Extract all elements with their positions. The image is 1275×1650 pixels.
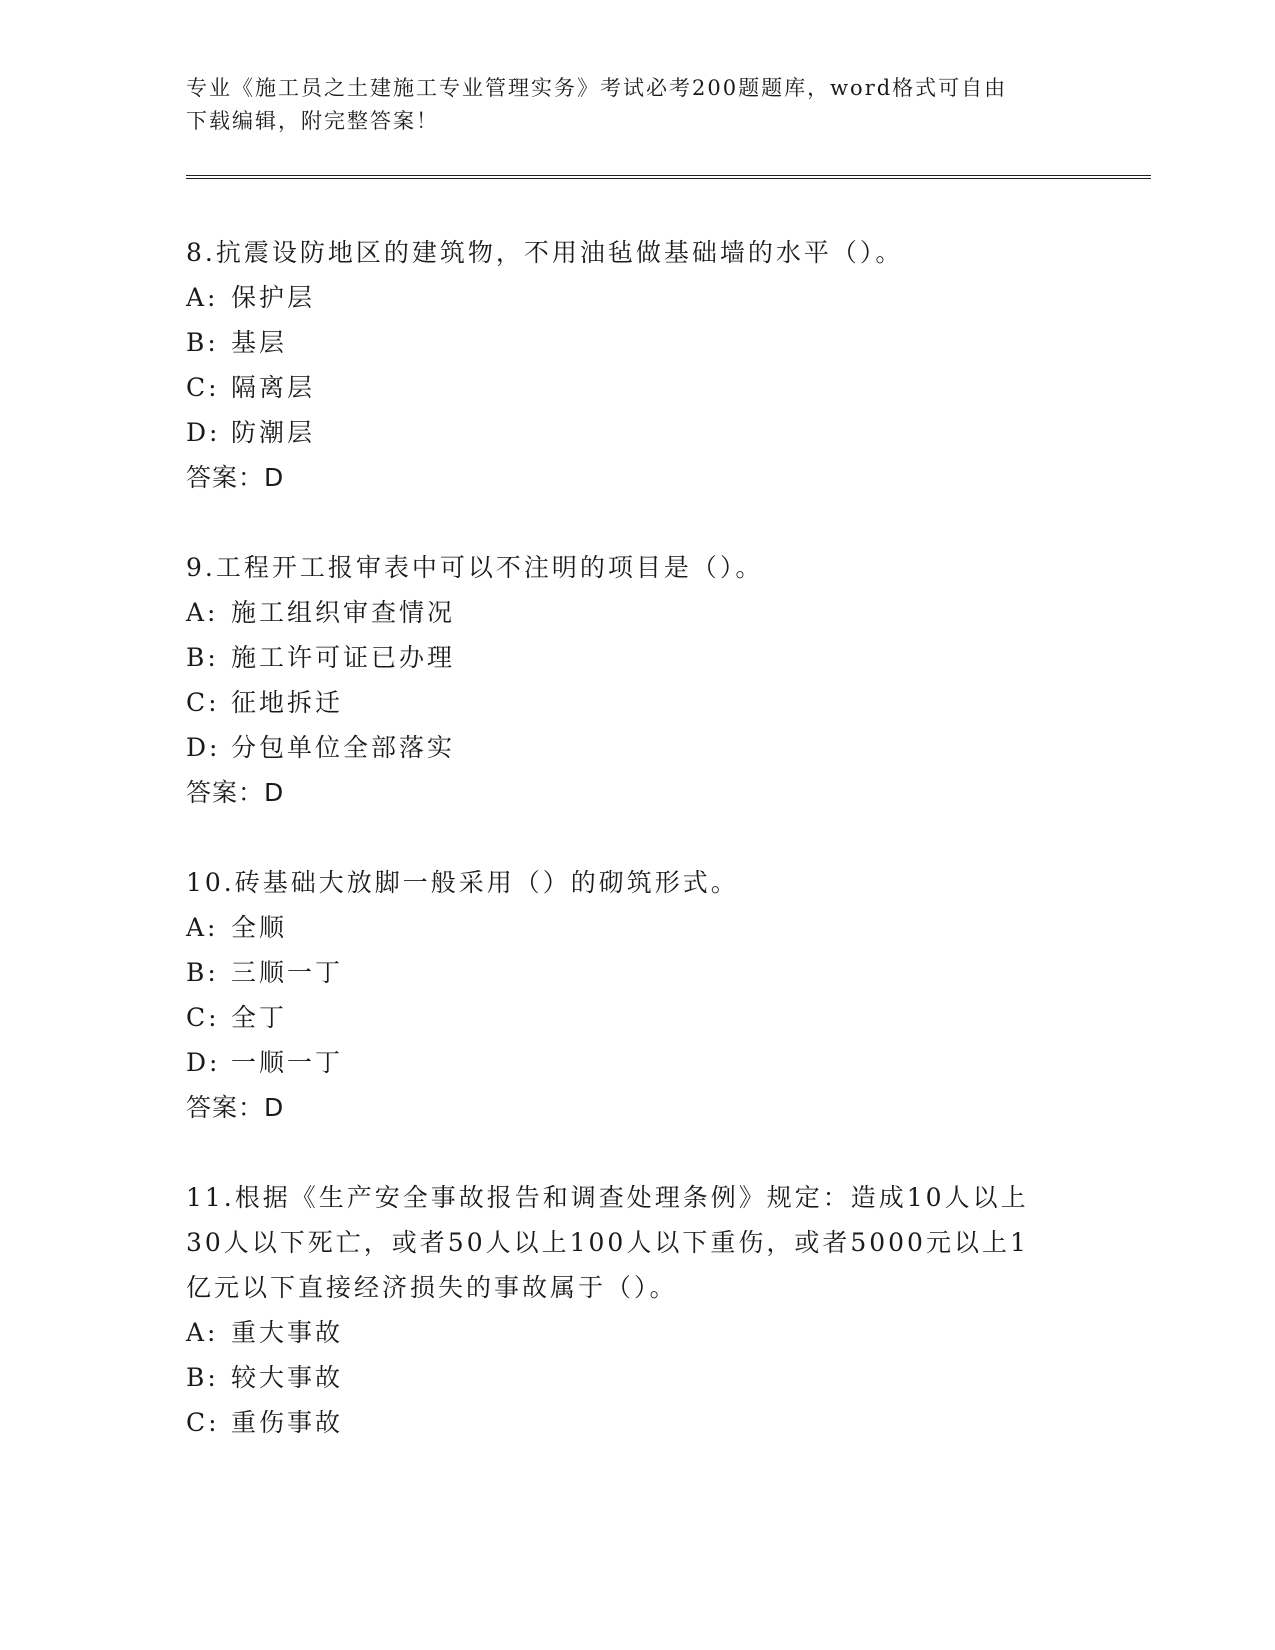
option-text: 一顺一丁 bbox=[231, 1048, 344, 1077]
header-line-1: 专业《施工员之土建施工专业管理实务》考试必考200题题库，word格式可自由 bbox=[186, 76, 1008, 100]
option-text: 重大事故 bbox=[231, 1318, 344, 1347]
option-b bbox=[186, 635, 1066, 680]
option-b bbox=[186, 950, 1066, 995]
option-a bbox=[186, 1310, 1066, 1355]
option-letter: B: bbox=[186, 328, 219, 357]
question-stem-line: 亿元以下直接经济损失的事故属于（）。 bbox=[186, 1273, 678, 1302]
option-c bbox=[186, 365, 1066, 410]
header-line-2: 下载编辑，附完整答案！ bbox=[186, 109, 439, 133]
question-stem: 9.工程开工报审表中可以不注明的项目是（）。 bbox=[186, 553, 764, 582]
option-letter: A: bbox=[186, 1318, 219, 1347]
option-text: 分包单位全部落实 bbox=[231, 733, 456, 762]
option-letter: B: bbox=[186, 1363, 219, 1392]
question-stem: 8.抗震设防地区的建筑物，不用油毡做基础墙的水平（）。 bbox=[186, 238, 904, 267]
option-text: 施工许可证已办理 bbox=[231, 643, 456, 672]
option-letter: A: bbox=[186, 283, 219, 312]
header-divider bbox=[186, 175, 1151, 179]
option-text: 隔离层 bbox=[231, 373, 316, 402]
question-11 bbox=[186, 1175, 1066, 1445]
option-letter: C: bbox=[186, 1408, 220, 1437]
option-letter: D: bbox=[186, 733, 221, 762]
option-letter: B: bbox=[186, 958, 219, 987]
option-a bbox=[186, 905, 1066, 950]
option-text: 全丁 bbox=[231, 1003, 288, 1032]
option-letter: A: bbox=[186, 913, 219, 942]
option-text: 三顺一丁 bbox=[231, 958, 344, 987]
question-stem-line: 30人以下死亡，或者50人以上100人以下重伤，或者5000元以上1 bbox=[186, 1228, 1029, 1257]
answer-line: 答案：D bbox=[186, 778, 285, 807]
option-a bbox=[186, 275, 1066, 320]
option-letter: D: bbox=[186, 1048, 221, 1077]
option-c bbox=[186, 1400, 1066, 1445]
option-text: 重伤事故 bbox=[231, 1408, 344, 1437]
option-d bbox=[186, 410, 1066, 455]
option-letter: C: bbox=[186, 688, 220, 717]
option-letter: B: bbox=[186, 643, 219, 672]
option-letter: D: bbox=[186, 418, 221, 447]
option-text: 全顺 bbox=[231, 913, 288, 942]
option-letter: C: bbox=[186, 373, 220, 402]
question-10 bbox=[186, 860, 1066, 1130]
answer-line: 答案：D bbox=[186, 1093, 285, 1122]
option-text: 基层 bbox=[231, 328, 288, 357]
document-header bbox=[186, 72, 1066, 138]
question-stem: 10.砖基础大放脚一般采用（）的砌筑形式。 bbox=[186, 868, 739, 897]
option-letter: C: bbox=[186, 1003, 220, 1032]
answer-line: 答案：D bbox=[186, 463, 285, 492]
option-text: 较大事故 bbox=[231, 1363, 344, 1392]
option-text: 防潮层 bbox=[231, 418, 316, 447]
question-8 bbox=[186, 230, 1066, 500]
option-a bbox=[186, 590, 1066, 635]
option-d bbox=[186, 1040, 1066, 1085]
option-c bbox=[186, 995, 1066, 1040]
option-c bbox=[186, 680, 1066, 725]
option-letter: A: bbox=[186, 598, 219, 627]
question-stem-line: 11.根据《生产安全事故报告和调查处理条例》规定：造成10人以上 bbox=[186, 1183, 1029, 1212]
option-text: 施工组织审查情况 bbox=[231, 598, 456, 627]
option-text: 征地拆迁 bbox=[231, 688, 344, 717]
question-list bbox=[186, 230, 1066, 1490]
option-text: 保护层 bbox=[231, 283, 316, 312]
option-b bbox=[186, 320, 1066, 365]
question-9 bbox=[186, 545, 1066, 815]
option-d bbox=[186, 725, 1066, 770]
option-b bbox=[186, 1355, 1066, 1400]
